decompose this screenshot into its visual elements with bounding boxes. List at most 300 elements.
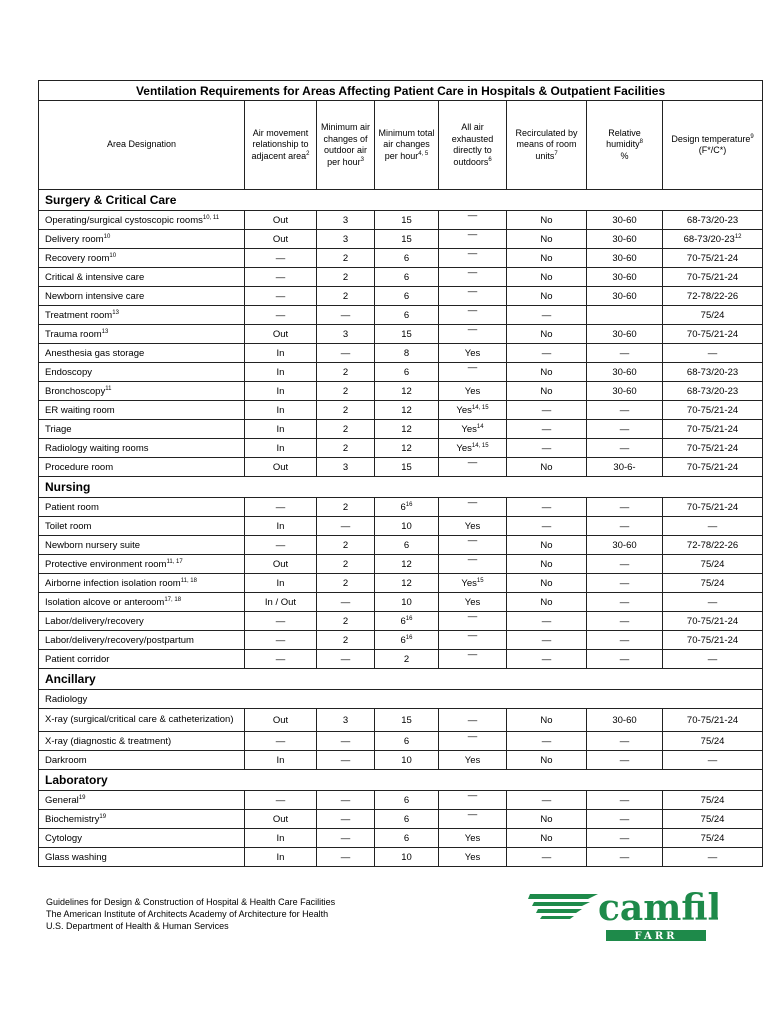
cell-value: — bbox=[619, 558, 630, 570]
cell-value: 30-60 bbox=[612, 271, 637, 283]
cell-value: 6 bbox=[403, 832, 410, 844]
value-cell bbox=[439, 791, 507, 810]
cell-value: 12 bbox=[401, 577, 412, 589]
value-cell bbox=[439, 268, 507, 287]
cell-value: 2 bbox=[342, 577, 349, 589]
table-row bbox=[39, 439, 763, 458]
footnote-ref: 14, 15 bbox=[471, 442, 489, 449]
cell-value: — bbox=[340, 851, 351, 863]
cell-value: No bbox=[540, 813, 553, 825]
area-designation-cell bbox=[39, 650, 245, 669]
value-cell bbox=[317, 650, 375, 669]
cell-value: — bbox=[707, 520, 718, 532]
table-row bbox=[39, 555, 763, 574]
area-designation-cell bbox=[39, 631, 245, 650]
value-cell bbox=[439, 363, 507, 382]
value-cell bbox=[507, 287, 587, 306]
value-cell bbox=[507, 458, 587, 477]
cell-value: — bbox=[541, 347, 552, 359]
table-row bbox=[39, 268, 763, 287]
footnote-ref: 15 bbox=[476, 577, 484, 584]
cell-value: — bbox=[707, 347, 718, 359]
value-cell bbox=[245, 439, 317, 458]
cell-value: Yes bbox=[464, 851, 481, 863]
cell-value: No bbox=[540, 596, 553, 608]
cell-value: 2 bbox=[342, 442, 349, 454]
cell-value: — bbox=[467, 324, 478, 335]
value-cell bbox=[663, 650, 763, 669]
value-cell bbox=[375, 593, 439, 612]
cell-value: 70-75/21-24 bbox=[686, 271, 739, 283]
value-cell bbox=[663, 829, 763, 848]
table-row bbox=[39, 498, 763, 517]
value-cell bbox=[587, 325, 663, 344]
value-cell bbox=[375, 306, 439, 325]
cell-value: 70-75/21-24 bbox=[686, 442, 739, 454]
value-cell bbox=[587, 344, 663, 363]
value-cell bbox=[587, 498, 663, 517]
cell-value: — bbox=[707, 754, 718, 766]
cell-value: 30-60 bbox=[612, 539, 637, 551]
cell-value: In bbox=[276, 423, 285, 435]
cell-value: 68-73/20-23 bbox=[686, 366, 739, 378]
table-row bbox=[39, 363, 763, 382]
cell-value: — bbox=[275, 539, 286, 551]
cell-value: 12 bbox=[401, 404, 412, 416]
footnote-ref: 14 bbox=[476, 423, 484, 430]
cell-value: — bbox=[619, 653, 630, 665]
footnote-ref: 8 bbox=[639, 139, 643, 146]
value-cell bbox=[587, 555, 663, 574]
cell-value: No bbox=[540, 832, 553, 844]
cell-value: No bbox=[540, 214, 553, 226]
footnote-ref: 11, 18 bbox=[180, 577, 197, 584]
cell-value: 2 bbox=[342, 385, 349, 397]
footnote-ref: 10 bbox=[109, 252, 117, 259]
value-cell bbox=[317, 325, 375, 344]
column-header bbox=[245, 101, 317, 190]
value-cell bbox=[245, 555, 317, 574]
cell-value: — bbox=[541, 634, 552, 646]
footnote-ref: 17, 18 bbox=[164, 596, 182, 603]
value-cell bbox=[507, 249, 587, 268]
cell-value: 15 bbox=[401, 461, 412, 473]
footnote-ref: 11, 17 bbox=[166, 558, 183, 565]
cell-value: — bbox=[275, 271, 286, 283]
cell-value: — bbox=[619, 813, 630, 825]
cell-value: 2 bbox=[342, 558, 349, 570]
value-cell bbox=[317, 306, 375, 325]
value-cell bbox=[317, 344, 375, 363]
value-cell bbox=[507, 574, 587, 593]
ventilation-table-sheet bbox=[38, 80, 762, 867]
value-cell bbox=[375, 439, 439, 458]
value-cell bbox=[507, 363, 587, 382]
area-name: General bbox=[45, 794, 79, 806]
value-cell bbox=[587, 848, 663, 867]
value-cell bbox=[507, 829, 587, 848]
area-designation-cell bbox=[39, 574, 245, 593]
value-cell bbox=[439, 458, 507, 477]
cell-value: — bbox=[467, 457, 478, 468]
cell-value: No bbox=[540, 233, 553, 245]
value-cell bbox=[507, 593, 587, 612]
value-cell bbox=[587, 631, 663, 650]
value-cell bbox=[317, 574, 375, 593]
column-header-unit: (F*/C*) bbox=[698, 145, 727, 155]
value-cell bbox=[439, 829, 507, 848]
value-cell bbox=[245, 458, 317, 477]
cell-value: 30-60 bbox=[612, 233, 637, 245]
value-cell bbox=[317, 709, 375, 732]
area-name: Trauma room bbox=[45, 328, 102, 340]
value-cell bbox=[663, 574, 763, 593]
cell-value: Yes bbox=[464, 347, 481, 359]
cell-value: 75/24 bbox=[700, 309, 725, 321]
area-designation-cell bbox=[39, 249, 245, 268]
cell-value: — bbox=[707, 596, 718, 608]
value-cell bbox=[245, 574, 317, 593]
footnote-ref: 16 bbox=[405, 501, 413, 508]
value-cell bbox=[375, 363, 439, 382]
area-name: Triage bbox=[45, 423, 72, 435]
cell-value: — bbox=[275, 794, 286, 806]
area-name: X-ray (surgical/critical care & catheterization) bbox=[45, 714, 234, 725]
cell-value: No bbox=[540, 290, 553, 302]
value-cell bbox=[375, 810, 439, 829]
area-designation-cell bbox=[39, 848, 245, 867]
value-cell bbox=[375, 211, 439, 230]
area-name: Newborn intensive care bbox=[45, 290, 145, 302]
area-name: Labor/delivery/recovery/postpartum bbox=[45, 634, 194, 646]
cell-value: 70-75/21-24 bbox=[686, 404, 739, 416]
table-row bbox=[39, 732, 763, 751]
cell-value: No bbox=[540, 328, 553, 340]
value-cell bbox=[317, 593, 375, 612]
table-row bbox=[39, 325, 763, 344]
cell-value: 75/24 bbox=[700, 794, 725, 806]
cell-value: — bbox=[541, 423, 552, 435]
cell-value: No bbox=[540, 252, 553, 264]
value-cell bbox=[375, 751, 439, 770]
area-name: Bronchoscopy bbox=[45, 385, 106, 397]
value-cell bbox=[439, 751, 507, 770]
cell-value: In bbox=[276, 577, 285, 589]
value-cell bbox=[663, 249, 763, 268]
value-cell bbox=[587, 382, 663, 401]
value-cell bbox=[439, 574, 507, 593]
cell-value: 15 bbox=[401, 214, 412, 226]
value-cell bbox=[317, 732, 375, 751]
cell-value: No bbox=[540, 714, 553, 726]
value-cell bbox=[587, 306, 663, 325]
value-cell bbox=[245, 249, 317, 268]
value-cell bbox=[375, 791, 439, 810]
cell-value: — bbox=[619, 735, 630, 747]
area-designation-cell bbox=[39, 401, 245, 420]
cell-value: In bbox=[276, 520, 285, 532]
value-cell bbox=[587, 612, 663, 631]
value-cell bbox=[507, 650, 587, 669]
value-cell bbox=[663, 287, 763, 306]
cell-value: 75/24 bbox=[700, 577, 725, 589]
area-designation-cell bbox=[39, 230, 245, 249]
cell-value: — bbox=[340, 794, 351, 806]
cell-value: — bbox=[467, 630, 478, 641]
area-designation-cell bbox=[39, 732, 245, 751]
value-cell bbox=[587, 517, 663, 536]
camfil-farr-logo bbox=[528, 884, 718, 944]
value-cell bbox=[317, 498, 375, 517]
cell-value: No bbox=[540, 271, 553, 283]
area-designation-cell bbox=[39, 536, 245, 555]
value-cell bbox=[317, 791, 375, 810]
value-cell bbox=[587, 420, 663, 439]
area-name: Radiology waiting rooms bbox=[45, 442, 149, 454]
area-name: Critical & intensive care bbox=[45, 271, 145, 283]
cell-value: 70-75/21-24 bbox=[686, 714, 739, 726]
footnote-ref: 16 bbox=[405, 615, 413, 622]
value-cell bbox=[507, 325, 587, 344]
value-cell bbox=[375, 401, 439, 420]
value-cell bbox=[439, 631, 507, 650]
cell-value: In bbox=[276, 404, 285, 416]
table-title: Ventilation Requirements for Areas Affecting Patient Care in Hospitals & Outpatient Facilities bbox=[39, 81, 763, 101]
cell-value: — bbox=[541, 735, 552, 747]
value-cell bbox=[507, 631, 587, 650]
area-name: Delivery room bbox=[45, 233, 104, 245]
cell-value: — bbox=[541, 442, 552, 454]
cell-value: — bbox=[541, 520, 552, 532]
value-cell bbox=[663, 439, 763, 458]
logo-icon bbox=[528, 884, 718, 944]
cell-value: — bbox=[340, 596, 351, 608]
area-name: X-ray (diagnostic & treatment) bbox=[45, 735, 172, 747]
value-cell bbox=[375, 829, 439, 848]
column-header-label: Recirculated by means of room units bbox=[515, 127, 578, 161]
cell-value: 30-60 bbox=[612, 328, 637, 340]
value-cell bbox=[317, 401, 375, 420]
cell-value: — bbox=[619, 347, 630, 359]
cell-value: Out bbox=[272, 461, 289, 473]
value-cell bbox=[375, 612, 439, 631]
area-name: Labor/delivery/recovery bbox=[45, 615, 144, 627]
value-cell bbox=[317, 211, 375, 230]
cell-value: — bbox=[275, 653, 286, 665]
value-cell bbox=[317, 458, 375, 477]
cell-value: No bbox=[540, 385, 553, 397]
footnote-ref: 16 bbox=[405, 634, 413, 641]
value-cell bbox=[439, 650, 507, 669]
cell-value: 68-73/20-23 bbox=[686, 385, 739, 397]
cell-value: — bbox=[467, 210, 478, 221]
area-designation-cell bbox=[39, 420, 245, 439]
section-header-row bbox=[39, 477, 763, 498]
column-header bbox=[507, 101, 587, 190]
area-designation-cell bbox=[39, 593, 245, 612]
cell-value: 6 bbox=[400, 501, 406, 513]
cell-value: Out bbox=[272, 714, 289, 726]
value-cell bbox=[439, 498, 507, 517]
cell-value: 10 bbox=[401, 596, 412, 608]
footnote-ref: 2 bbox=[306, 150, 310, 157]
table-row bbox=[39, 306, 763, 325]
value-cell bbox=[507, 401, 587, 420]
table-row bbox=[39, 420, 763, 439]
value-cell bbox=[245, 751, 317, 770]
value-cell bbox=[507, 344, 587, 363]
cell-value: 70-75/21-24 bbox=[686, 615, 739, 627]
value-cell bbox=[663, 536, 763, 555]
cell-value: 68-73/20-23 bbox=[683, 233, 735, 245]
area-designation-cell bbox=[39, 751, 245, 770]
cell-value: — bbox=[619, 520, 630, 532]
cell-value: In bbox=[276, 366, 285, 378]
area-name: Recovery room bbox=[45, 252, 110, 264]
cell-value: 75/24 bbox=[700, 832, 725, 844]
footnote-ref: 13 bbox=[101, 328, 109, 335]
value-cell bbox=[317, 230, 375, 249]
table-row bbox=[39, 211, 763, 230]
cell-value: — bbox=[467, 809, 478, 820]
value-cell bbox=[507, 848, 587, 867]
cell-value: — bbox=[619, 423, 630, 435]
cell-value: 30-60 bbox=[612, 214, 637, 226]
cell-value: Out bbox=[272, 233, 289, 245]
footnote-ref: 7 bbox=[554, 150, 558, 157]
column-header-label: Minimum total air changes per hour bbox=[378, 127, 435, 161]
cell-value: — bbox=[619, 615, 630, 627]
cell-value: 15 bbox=[401, 233, 412, 245]
value-cell bbox=[663, 382, 763, 401]
area-name: Treatment room bbox=[45, 309, 113, 321]
subsection-row bbox=[39, 690, 763, 709]
value-cell bbox=[317, 287, 375, 306]
cell-value: In bbox=[276, 832, 285, 844]
value-cell bbox=[317, 536, 375, 555]
value-cell bbox=[245, 517, 317, 536]
cell-value: — bbox=[619, 501, 630, 513]
cell-value: — bbox=[467, 286, 478, 297]
value-cell bbox=[663, 732, 763, 751]
value-cell bbox=[663, 709, 763, 732]
footnote-ref: 4, 5 bbox=[418, 150, 429, 157]
area-designation-cell bbox=[39, 829, 245, 848]
cell-value: 6 bbox=[403, 735, 410, 747]
cell-value: — bbox=[619, 404, 630, 416]
value-cell bbox=[663, 810, 763, 829]
column-header-label: All air exhausted directly to outdoors bbox=[451, 122, 494, 167]
cell-value: 2 bbox=[342, 501, 349, 513]
cell-value: 30-60 bbox=[612, 714, 637, 726]
area-designation-cell bbox=[39, 709, 245, 732]
table-row bbox=[39, 230, 763, 249]
value-cell bbox=[507, 268, 587, 287]
cell-value: No bbox=[540, 577, 553, 589]
value-cell bbox=[663, 401, 763, 420]
cell-value: — bbox=[275, 501, 286, 513]
value-cell bbox=[663, 344, 763, 363]
cell-value: 12 bbox=[401, 558, 412, 570]
value-cell bbox=[317, 249, 375, 268]
value-cell bbox=[663, 751, 763, 770]
cell-value: Yes bbox=[464, 596, 481, 608]
area-name: Airborne infection isolation room bbox=[45, 577, 181, 589]
table-row bbox=[39, 829, 763, 848]
cell-value: — bbox=[541, 794, 552, 806]
cell-value: In bbox=[276, 442, 285, 454]
value-cell bbox=[507, 791, 587, 810]
value-cell bbox=[245, 791, 317, 810]
value-cell bbox=[317, 612, 375, 631]
cell-value: Yes bbox=[461, 577, 477, 589]
cell-value: 2 bbox=[342, 423, 349, 435]
value-cell bbox=[245, 382, 317, 401]
cell-value: Out bbox=[272, 328, 289, 340]
cell-value: 6 bbox=[403, 271, 410, 283]
footnote-ref: 13 bbox=[112, 309, 119, 316]
cell-value: — bbox=[541, 501, 552, 513]
value-cell bbox=[507, 517, 587, 536]
value-cell bbox=[317, 848, 375, 867]
footnote-ref: 19 bbox=[99, 813, 107, 820]
cell-value: 72-78/22-26 bbox=[686, 539, 739, 551]
cell-value: 75/24 bbox=[700, 735, 725, 747]
cell-value: No bbox=[540, 461, 553, 473]
cell-value: — bbox=[340, 754, 351, 766]
cell-value: Yes bbox=[456, 404, 472, 416]
section-header-row bbox=[39, 669, 763, 690]
value-cell bbox=[439, 382, 507, 401]
column-header bbox=[39, 101, 245, 190]
value-cell bbox=[587, 536, 663, 555]
cell-value: — bbox=[467, 611, 478, 622]
cell-value: No bbox=[540, 539, 553, 551]
value-cell bbox=[375, 498, 439, 517]
value-cell bbox=[317, 268, 375, 287]
column-header-label: Air movement relationship to adjacent area bbox=[251, 127, 309, 161]
value-cell bbox=[439, 555, 507, 574]
cell-value: Yes bbox=[464, 520, 481, 532]
table-row bbox=[39, 848, 763, 867]
cell-value: 30-60 bbox=[612, 252, 637, 264]
area-name: Glass washing bbox=[45, 851, 107, 863]
cell-value: 2 bbox=[342, 252, 349, 264]
value-cell bbox=[587, 810, 663, 829]
section-title: Surgery & Critical Care bbox=[39, 190, 763, 211]
area-name: Cytology bbox=[45, 832, 82, 844]
cell-value: — bbox=[467, 305, 478, 316]
cell-value: 30-60 bbox=[612, 290, 637, 302]
value-cell bbox=[587, 732, 663, 751]
area-name: Protective environment room bbox=[45, 558, 167, 570]
table-row bbox=[39, 382, 763, 401]
cell-value: Yes bbox=[461, 423, 477, 435]
value-cell bbox=[375, 555, 439, 574]
value-cell bbox=[245, 631, 317, 650]
value-cell bbox=[439, 536, 507, 555]
cell-value: — bbox=[275, 634, 286, 646]
value-cell bbox=[663, 268, 763, 287]
value-cell bbox=[439, 230, 507, 249]
footnote-ref: 9 bbox=[750, 133, 754, 140]
value-cell bbox=[439, 420, 507, 439]
value-cell bbox=[507, 751, 587, 770]
cell-value: 10 bbox=[401, 754, 412, 766]
cell-value: — bbox=[619, 634, 630, 646]
cell-value: — bbox=[467, 535, 478, 546]
value-cell bbox=[439, 612, 507, 631]
